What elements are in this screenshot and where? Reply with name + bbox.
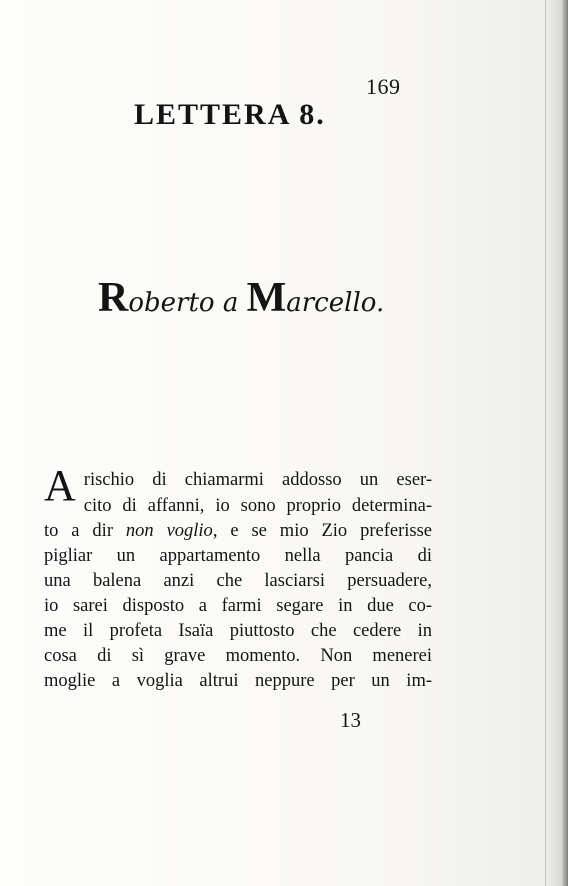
body-line-4: pigliar un appartamento nella pancia di xyxy=(44,546,432,566)
page-number: 169 xyxy=(366,74,401,99)
drop-cap: A xyxy=(44,461,76,510)
salutation-text-2: arcello. xyxy=(286,288,385,318)
letter-body xyxy=(44,461,432,694)
body-line-6: io sarei disposto a farmi segare in due co- xyxy=(44,596,432,616)
body-line-5: una balena anzi che lasciarsi persuadere, xyxy=(44,571,432,591)
body-line-text: to a dir xyxy=(44,521,126,541)
letter-heading: LETTERA 8. xyxy=(134,98,326,131)
salutation-text-1: oberto a xyxy=(128,288,247,318)
body-line-7: me il profeta Isaïa piuttosto che cedere in xyxy=(44,621,432,641)
body-line-8: cosa di sì grave momento. Non menerei xyxy=(44,646,432,666)
body-line-9: moglie a voglia altrui neppure per un im- xyxy=(44,671,432,691)
body-line-2: cito di affanni, io sono proprio determina- xyxy=(83,496,432,516)
page-edge-shadow xyxy=(562,0,568,886)
body-line-text: rischio di chiamarmi addosso un eser- xyxy=(83,470,432,490)
body-line-text: , e se mio Zio preferisse xyxy=(212,521,432,541)
salutation xyxy=(98,275,385,321)
signature-mark: 13 xyxy=(340,708,361,732)
salutation-initial-r: R xyxy=(98,275,129,321)
italic-phrase: non voglio xyxy=(125,521,213,541)
body-line-3 xyxy=(44,519,432,544)
page-gutter-line xyxy=(545,0,546,886)
salutation-initial-m: M xyxy=(246,275,287,321)
